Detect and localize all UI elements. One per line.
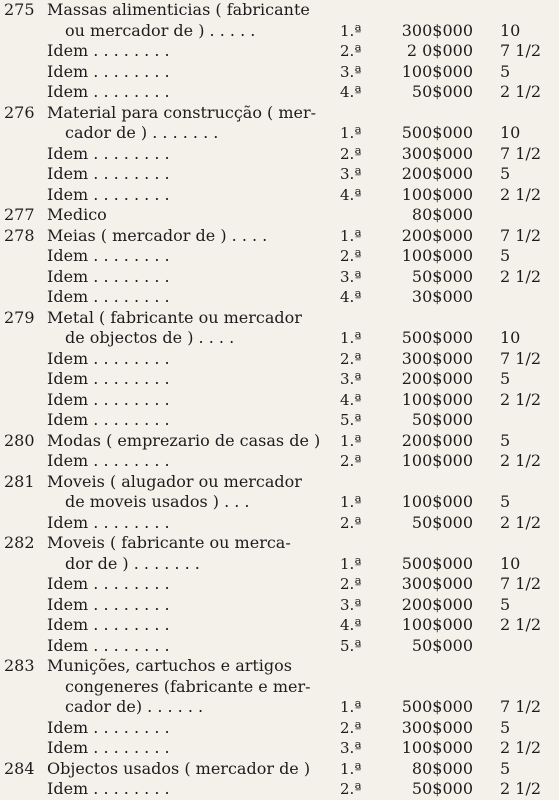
tax-value: 300$000 xyxy=(401,574,473,593)
class-label: 2.ª xyxy=(340,452,362,470)
table-line xyxy=(0,287,559,307)
tax-value: 50$000 xyxy=(411,512,473,532)
class-label: 2.ª xyxy=(340,513,362,532)
tax-value: 500$000 xyxy=(401,553,473,573)
tax-value: 100$000 xyxy=(401,451,473,470)
tax-rate: 5 xyxy=(500,246,511,265)
tax-rate: 2 1/2 xyxy=(500,615,542,634)
tax-value: 200$000 xyxy=(401,164,473,183)
tax-value: 100$000 xyxy=(401,492,473,511)
tax-rate: 7 1/2 xyxy=(500,41,542,60)
class-label: 2.ª xyxy=(340,780,362,798)
tax-value: 50$000 xyxy=(411,635,473,655)
tax-rate: 5 xyxy=(500,369,511,388)
tax-rate: 5 xyxy=(500,594,511,614)
tax-rate: 5 xyxy=(500,164,511,183)
tax-rate: 7 1/2 xyxy=(500,574,542,593)
entry-number: 279 xyxy=(4,307,35,327)
class-label: 1.ª xyxy=(340,431,362,450)
class-label: 1.ª xyxy=(340,329,362,347)
table-line xyxy=(0,718,559,738)
tax-value: 300$000 xyxy=(401,717,473,737)
entry-description: cador de) . . . . . . xyxy=(65,697,204,716)
tax-value: 200$000 xyxy=(401,225,473,245)
table-line xyxy=(0,472,559,492)
entry-description: Material para construcção ( mer- xyxy=(47,102,317,122)
table-line xyxy=(0,697,559,717)
tax-rate: 7 1/2 xyxy=(500,225,542,245)
idem-label: Idem . . . . . . . . xyxy=(47,779,170,798)
entry-number: 282 xyxy=(4,533,35,552)
idem-label: Idem . . . . . . . . xyxy=(47,82,170,101)
tax-rate: 2 1/2 xyxy=(500,389,542,409)
tax-value: 100$000 xyxy=(401,61,473,81)
entry-description: de objectos de ) . . . . xyxy=(65,328,235,347)
table-line xyxy=(0,62,559,82)
idem-label: Idem . . . . . . . . xyxy=(47,41,170,60)
table-line xyxy=(0,185,559,205)
tax-value: 30$000 xyxy=(411,287,473,306)
class-label: 2.ª xyxy=(340,349,362,368)
table-line xyxy=(0,82,559,102)
tax-value: 100$000 xyxy=(401,389,473,409)
idem-label: Idem . . . . . . . . xyxy=(47,143,170,163)
table-line xyxy=(0,779,559,799)
tax-value: 200$000 xyxy=(401,594,473,614)
tax-value: 500$000 xyxy=(401,697,473,716)
idem-label: Idem . . . . . . . . xyxy=(47,512,170,532)
table-line xyxy=(0,164,559,184)
class-label: 4.ª xyxy=(340,185,362,204)
tax-value: 500$000 xyxy=(401,123,473,142)
table-line xyxy=(0,103,559,123)
tax-rate: 5 xyxy=(500,61,511,81)
table-line xyxy=(0,267,559,287)
tax-rate: 2 1/2 xyxy=(500,82,542,101)
idem-label: Idem . . . . . . . . xyxy=(47,594,170,614)
tax-value: 100$000 xyxy=(401,246,473,265)
class-label: 1.ª xyxy=(340,226,362,245)
tax-rate: 10 xyxy=(500,553,521,573)
idem-label: Idem . . . . . . . . xyxy=(47,164,170,183)
entry-description: congeneres (fabricante e mer- xyxy=(65,676,311,696)
tax-rate: 5 xyxy=(500,492,511,511)
class-label: 4.ª xyxy=(340,288,362,306)
table-line xyxy=(0,595,559,615)
entry-description: Modas ( emprezario de casas de ) xyxy=(47,430,321,450)
entry-description: Objectos usados ( mercador de ) xyxy=(47,758,311,778)
table-line xyxy=(0,410,559,430)
tax-value: 80$000 xyxy=(411,758,473,778)
tax-rate: 2 1/2 xyxy=(500,266,542,286)
tax-rate: 5 xyxy=(500,430,511,450)
entry-description: dor de ) . . . . . . . xyxy=(65,553,200,573)
idem-label: Idem . . . . . . . . xyxy=(47,184,170,204)
class-label: 5.ª xyxy=(340,636,362,655)
table-line xyxy=(0,492,559,512)
class-label: 1.ª xyxy=(340,124,362,142)
table-line xyxy=(0,431,559,451)
table-line xyxy=(0,738,559,758)
class-label: 2.ª xyxy=(340,247,362,265)
entry-description: Moveis ( fabricante ou merca- xyxy=(47,533,291,552)
tax-rate: 5 xyxy=(500,758,511,778)
tax-rate: 7 1/2 xyxy=(500,143,542,163)
table-line xyxy=(0,41,559,61)
class-label: 1.ª xyxy=(340,554,362,573)
entry-number: 280 xyxy=(4,430,35,450)
class-label: 2.ª xyxy=(340,718,362,737)
entry-description: Moveis ( alugador ou mercador xyxy=(47,471,302,491)
class-label: 1.ª xyxy=(340,21,362,40)
idem-label: Idem . . . . . . . . xyxy=(47,717,170,737)
table-line xyxy=(0,246,559,266)
table-line xyxy=(0,226,559,246)
tax-value: 300$000 xyxy=(401,143,473,163)
idem-label: Idem . . . . . . . . xyxy=(47,574,170,593)
class-label: 1.ª xyxy=(340,493,362,511)
idem-label: Idem . . . . . . . . xyxy=(47,635,170,655)
entry-number: 277 xyxy=(4,205,35,224)
table-line xyxy=(0,369,559,389)
tax-value: 100$000 xyxy=(401,615,473,634)
tax-value: 100$000 xyxy=(401,738,473,757)
class-label: 3.ª xyxy=(340,370,362,388)
idem-label: Idem . . . . . . . . xyxy=(47,410,170,429)
table-line xyxy=(0,533,559,553)
class-label: 2.ª xyxy=(340,575,362,593)
tax-rate: 10 xyxy=(500,123,521,142)
entry-description: Metal ( fabricante ou mercador xyxy=(47,307,302,327)
tax-rate: 2 1/2 xyxy=(500,779,542,798)
tax-rate: 10 xyxy=(500,328,521,347)
table-line xyxy=(0,451,559,471)
table-line xyxy=(0,308,559,328)
tax-rate: 2 1/2 xyxy=(500,184,542,204)
entry-description: Munições, cartuchos e artigos xyxy=(47,656,293,675)
tax-value: 300$000 xyxy=(401,348,473,368)
table-line xyxy=(0,554,559,574)
class-label: 1.ª xyxy=(340,759,362,778)
entry-number: 283 xyxy=(4,656,35,675)
table-line xyxy=(0,759,559,779)
class-label: 4.ª xyxy=(340,83,362,101)
idem-label: Idem . . . . . . . . xyxy=(47,389,170,409)
idem-label: Idem . . . . . . . . xyxy=(47,451,170,470)
table-line xyxy=(0,615,559,635)
tax-value: 2 0$000 xyxy=(406,41,473,60)
tax-value: 500$000 xyxy=(401,328,473,347)
idem-label: Idem . . . . . . . . xyxy=(47,615,170,634)
tax-value: 50$000 xyxy=(411,779,473,798)
table-line xyxy=(0,349,559,369)
idem-label: Idem . . . . . . . . xyxy=(47,266,170,286)
tax-value: 80$000 xyxy=(411,205,473,224)
table-line xyxy=(0,677,559,697)
class-label: 3.ª xyxy=(340,595,362,614)
table-line xyxy=(0,328,559,348)
class-label: 3.ª xyxy=(340,267,362,286)
tax-value: 200$000 xyxy=(401,430,473,450)
class-label: 3.ª xyxy=(340,739,362,757)
entry-description: ou mercador de ) . . . . . xyxy=(65,20,256,40)
tax-value: 50$000 xyxy=(411,410,473,429)
class-label: 4.ª xyxy=(340,616,362,634)
entry-number: 275 xyxy=(4,0,35,19)
entry-description: Massas alimenticias ( fabricante xyxy=(47,0,310,19)
idem-label: Idem . . . . . . . . xyxy=(47,287,170,306)
tax-value: 50$000 xyxy=(411,82,473,101)
table-line xyxy=(0,636,559,656)
entry-number: 278 xyxy=(4,225,35,245)
entry-number: 276 xyxy=(4,102,35,122)
idem-label: Idem . . . . . . . . xyxy=(47,348,170,368)
class-label: 5.ª xyxy=(340,411,362,429)
entry-description: de moveis usados ) . . . xyxy=(65,492,250,511)
table-line xyxy=(0,390,559,410)
table-line xyxy=(0,205,559,225)
tax-rate: 7 1/2 xyxy=(500,348,542,368)
table-line xyxy=(0,513,559,533)
tax-rate: 7 1/2 xyxy=(500,697,542,716)
entry-description: Medico xyxy=(47,205,107,224)
class-label: 4.ª xyxy=(340,390,362,409)
class-label: 3.ª xyxy=(340,62,362,81)
tax-value: 50$000 xyxy=(411,266,473,286)
class-label: 2.ª xyxy=(340,144,362,163)
table-line xyxy=(0,21,559,41)
idem-label: Idem . . . . . . . . xyxy=(47,738,170,757)
tax-value: 300$000 xyxy=(401,20,473,40)
idem-label: Idem . . . . . . . . xyxy=(47,61,170,81)
entry-number: 284 xyxy=(4,758,35,778)
tax-value: 200$000 xyxy=(401,369,473,388)
table-line xyxy=(0,574,559,594)
class-label: 2.ª xyxy=(340,42,362,60)
tax-rate: 2 1/2 xyxy=(500,738,542,757)
table-line xyxy=(0,123,559,143)
entry-description: Meias ( mercador de ) . . . . xyxy=(47,225,268,245)
class-label: 1.ª xyxy=(340,698,362,716)
idem-label: Idem . . . . . . . . xyxy=(47,246,170,265)
tax-rate: 2 1/2 xyxy=(500,512,542,532)
entry-description: cador de ) . . . . . . . xyxy=(65,123,219,142)
table-line xyxy=(0,144,559,164)
tax-rate: 2 1/2 xyxy=(500,451,542,470)
class-label: 3.ª xyxy=(340,165,362,183)
tax-value: 100$000 xyxy=(401,184,473,204)
tax-rate: 5 xyxy=(500,717,511,737)
tax-rate: 10 xyxy=(500,20,521,40)
idem-label: Idem . . . . . . . . xyxy=(47,369,170,388)
entry-number: 281 xyxy=(4,471,35,491)
table-line xyxy=(0,656,559,676)
table-line xyxy=(0,0,559,20)
